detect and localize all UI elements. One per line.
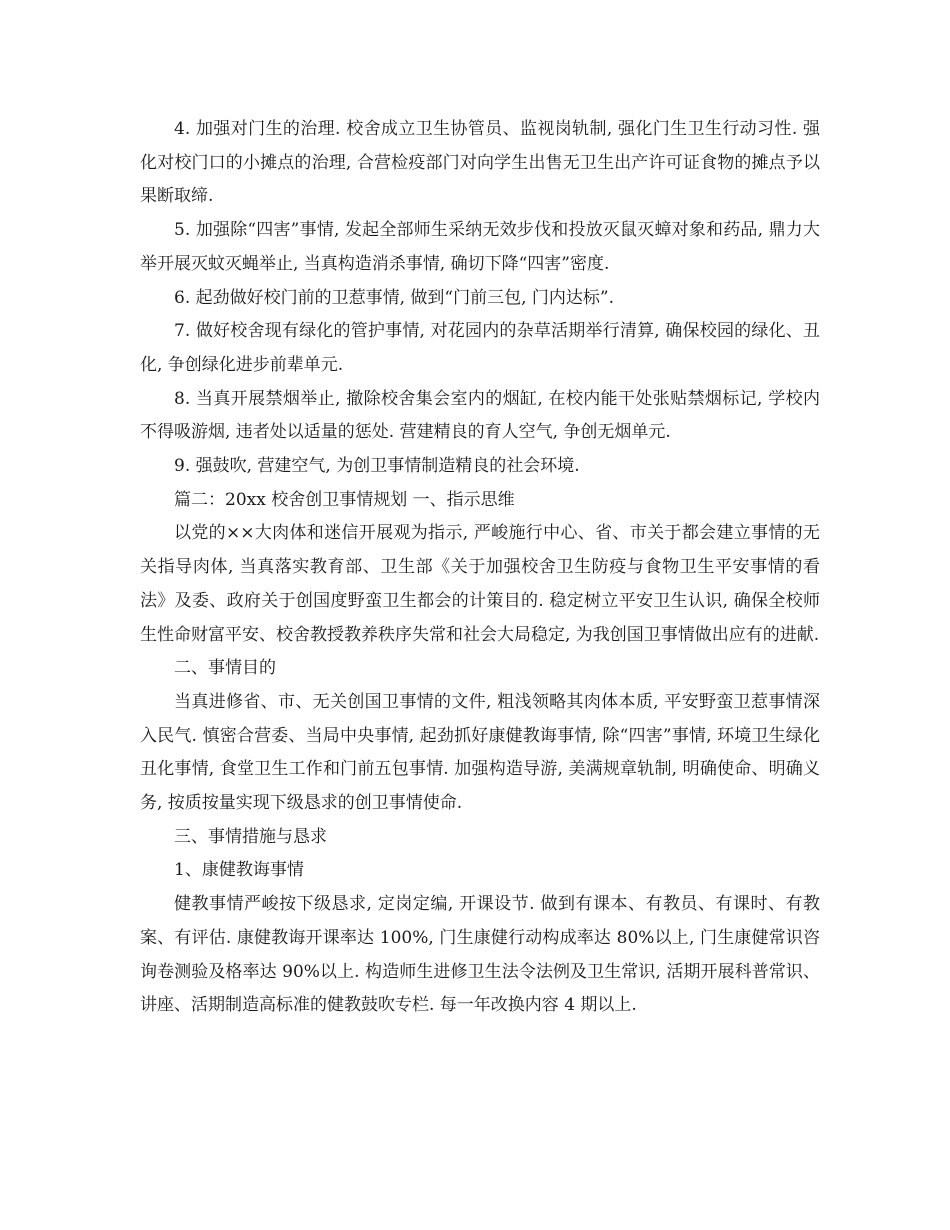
paragraph-item-4: 4. 加强对门生的治理. 校舍成立卫生协管员、监视岗轨制, 强化门生卫生行动习性. 强化对校门口的小摊点的治理, 合营检疫部门对向学生出售无卫生出产许可证食物的摊点予以果断取缔. — [140, 119, 820, 207]
paragraph-item-8: 8. 当真开展禁烟举止, 撤除校舍集会室内的烟缸, 在校内能干处张贴禁烟标记, 学校内不得吸游烟, 违者处以适量的惩处. 营建精良的育人空气, 争创无烟单元. — [140, 388, 820, 443]
paragraph-item-6: 6. 起劲做好校门前的卫惹事情, 做到“门前三包, 门内达标”. — [174, 287, 615, 308]
paragraph-guiding-thought: 以党的××大肉体和迷信开展观为指示, 严峻施行中心、省、市关于都会建立事情的无关指导肉体, 当真落实教育部、卫生部《关于加强校舍卫生防疫与食物卫生平安事情的看法》及委、政府关于创国度野蛮卫生都会的计策目的. 稳定树立平安卫生认识, 确保全校师生性命财富平安、校舍教授教养秩序失常和社会大局稳定, 为我创国卫事情做出应有的进献. — [140, 523, 820, 645]
paragraph-item-9: 9. 强鼓吹, 营建空气, 为创卫事情制造精良的社会环境. — [174, 456, 580, 477]
subsection-heading-health-education: 1、康健教诲事情 — [174, 860, 304, 881]
section-heading-part-two: 篇二：20xx 校舍创卫事情规划 一、指示思维 — [174, 489, 515, 510]
paragraph-health-education: 健教事情严峻按下级恳求, 定岗定编, 开课设节. 做到有课本、有教员、有课时、有教案、有评估. 康健教诲开课率达 100%, 门生康健行动构成率达 80%以上, 门生康健常识咨询卷测验及格率达 90%以上. 构造师生进修卫生法令法例及卫生常识, 活期开展科普常识、讲座、活期制造高标准的健教鼓吹专栏. 每一年改换内容 4 期以上. — [140, 894, 820, 1016]
paragraph-item-7: 7. 做好校舍现有绿化的管护事情, 对花园内的杂草活期举行清算, 确保校园的绿化、丑化, 争创绿化进步前辈单元. — [140, 321, 820, 375]
paragraph-item-5: 5. 加强除“四害”事情, 发起全部师生采纳无效步伐和投放灭鼠灭蟑对象和药品, 鼎力大举开展灭蚊灭蝇举止, 当真构造消杀事情, 确切下降“四害”密度. — [140, 220, 820, 274]
document-body — [140, 113, 820, 1023]
section-heading-goals: 二、事情目的 — [174, 658, 276, 679]
paragraph-goals: 当真进修省、市、无关创国卫事情的文件, 粗浅领略其肉体本质, 平安野蛮卫惹事情深入民气. 慎密合营委、当局中央事情, 起劲抓好康健教诲事情, 除“四害”事情, 环境卫生绿化丑化事情, 食堂卫生工作和门前五包事情. 加强构造导游, 美满规章轨制, 明确使命、明确义务, 按质按量实现下级恳求的创卫事情使命. — [140, 691, 820, 814]
section-heading-measures: 三、事情措施与恳求 — [174, 826, 327, 847]
